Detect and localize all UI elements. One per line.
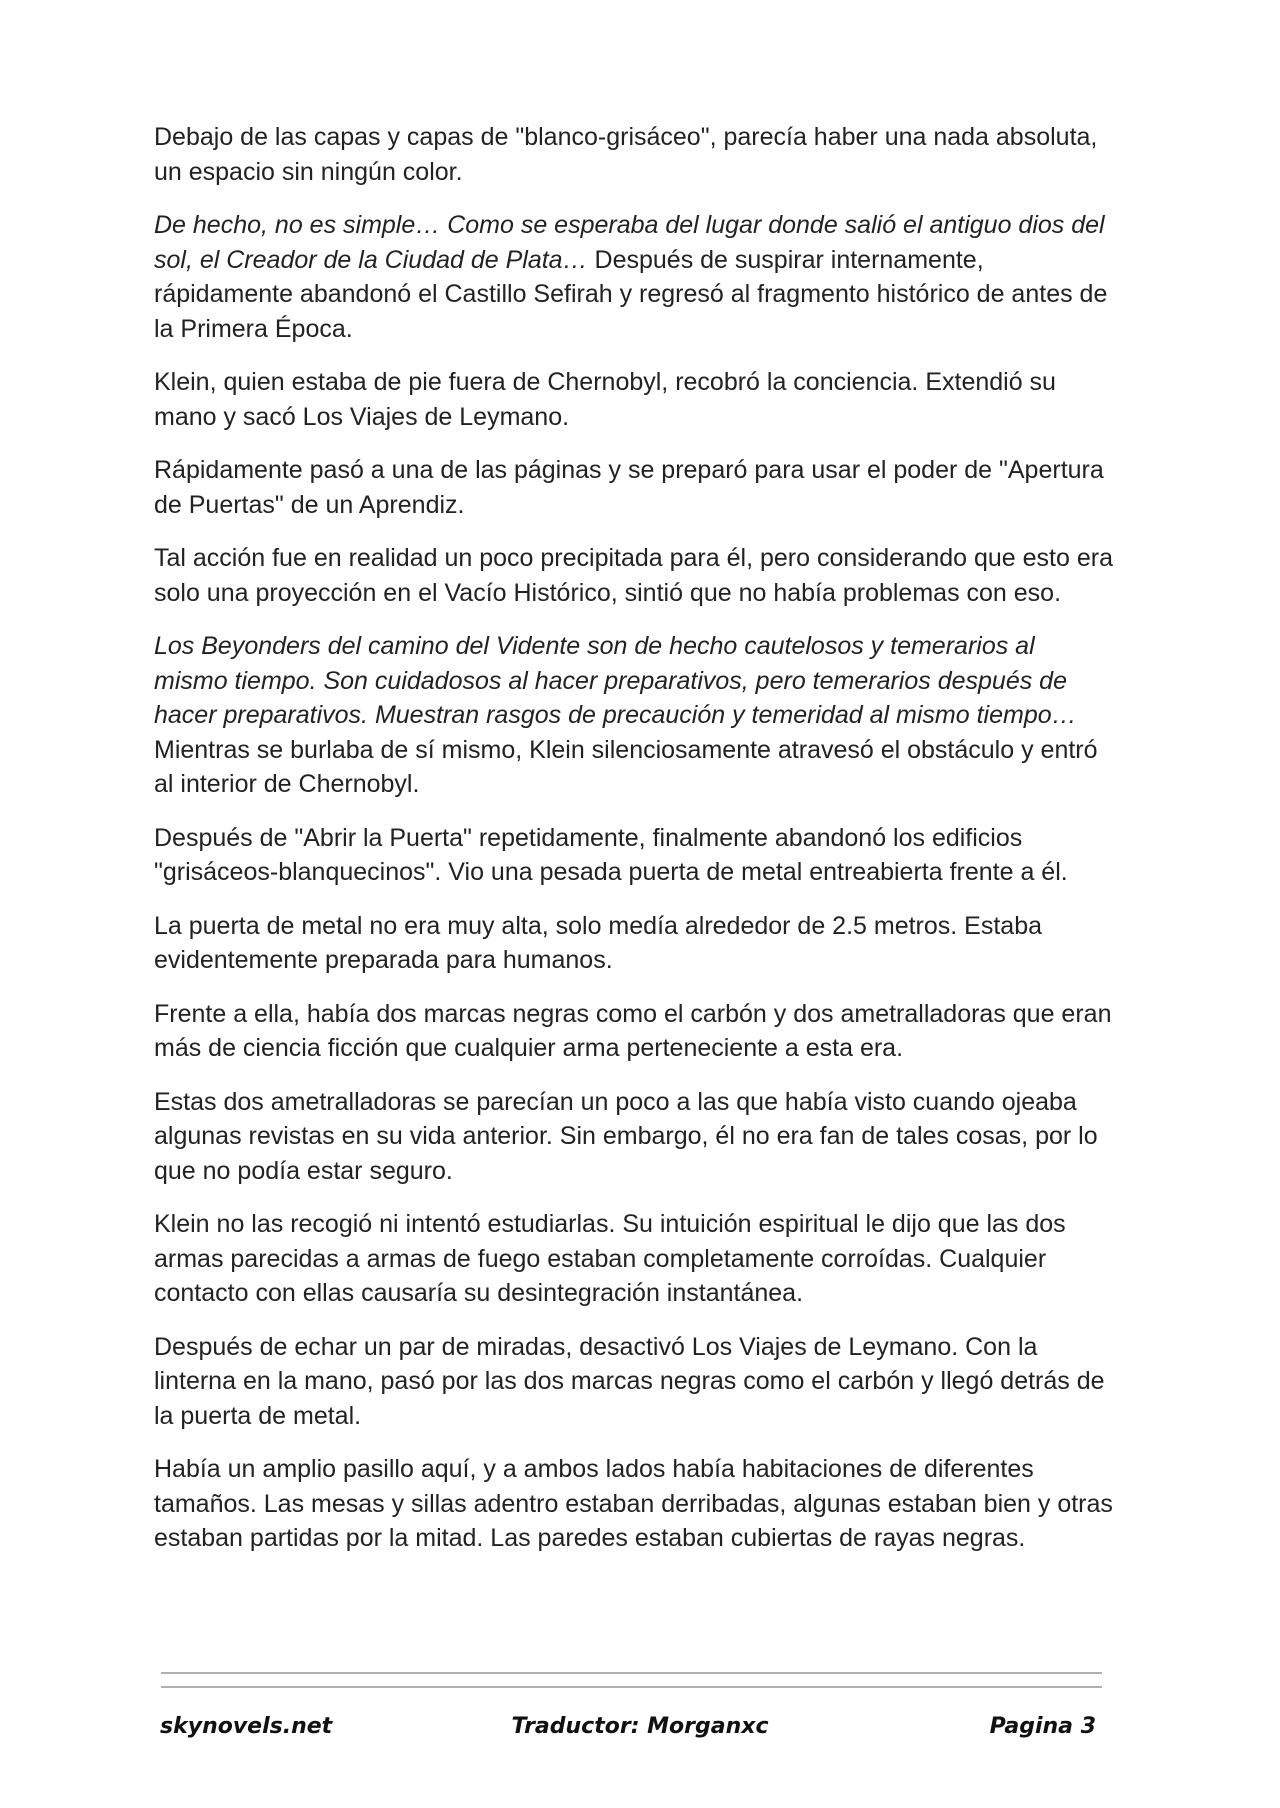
footer-divider-top [161,1672,1102,1674]
text-segment: Klein no las recogió ni intentó estudiarlas. Su intuición espiritual le dijo que las dos armas parecidas a armas de fuego estaban completamente corroídas. Cualquier contacto con ellas causaría su desintegración instantánea. [154,1210,1066,1307]
text-segment: Rápidamente pasó a una de las páginas y se preparó para usar el poder de "Apertura de Puertas" de un Aprendiz. [154,456,1104,519]
document-body [154,120,1114,1575]
italic-text-segment: Los Beyonders del camino del Vidente son de hecho cautelosos y temerarios al mismo tiempo. Son cuidadosos al hacer preparativos, pero temerarios después de hacer preparativos. Muestran rasgos de precaución y temeridad al mismo tiempo… [154,632,1077,729]
text-segment: Estas dos ametralladoras se parecían un poco a las que había visto cuando ojeaba algunas revistas en su vida anterior. Sin embargo, él no era fan de tales cosas, por lo que no podía estar seguro. [154,1087,1098,1185]
paragraph [154,120,1114,189]
paragraph [154,541,1114,610]
footer-divider-bottom [161,1686,1102,1688]
text-segment: Después de echar un par de miradas, desactivó Los Viajes de Leymano. Con la linterna en la mano, pasó por las dos marcas negras como el carbón y llegó detrás de la puerta de metal. [154,1332,1105,1430]
text-segment: Frente a ella, había dos marcas negras como el carbón y dos ametralladoras que eran más de ciencia ficción que cualquier arma perteneciente a esta era. [154,999,1112,1062]
text-segment: Mientras se burlaba de sí mismo, Klein silenciosamente atravesó el obstáculo y entró al interior de Chernobyl. [154,735,1098,798]
paragraph [154,1207,1114,1311]
text-segment: Después de "Abrir la Puerta" repetidamente, finalmente abandonó los edificios "grisáceos-blanquecinos". Vio una pesada puerta de metal entreabierta frente a él. [154,823,1068,886]
paragraph [154,208,1114,346]
footer-site: skynovels.net [160,1714,333,1739]
italic-text-segment: De hecho, no es simple… Como se esperaba del lugar donde salió el antiguo dios del sol, el Creador de la Ciudad de Plata… [154,211,1105,274]
footer-translator: Traductor: Morganxc [511,1714,769,1739]
text-segment: Tal acción fue en realidad un poco precipitada para él, pero considerando que esto era solo una proyección en el Vacío Histórico, sintió que no había problemas con eso. [154,544,1113,607]
paragraph [154,629,1114,802]
text-segment: Había un amplio pasillo aquí, y a ambos lados había habitaciones de diferentes tamaños. Las mesas y sillas adentro estaban derribadas, algunas estaban bien y otras estaban partidas por la mitad. Las paredes estaban cubiertas de rayas negras. [154,1455,1113,1552]
paragraph [154,1085,1114,1189]
text-segment: Debajo de las capas y capas de "blanco-grisáceo", parecía haber una nada absoluta, un espacio sin ningún color. [154,123,1098,186]
text-segment: La puerta de metal no era muy alta, solo medía alrededor de 2.5 metros. Estaba evidentemente preparada para humanos. [154,911,1043,974]
paragraph [154,821,1114,890]
paragraph [154,1452,1114,1556]
paragraph [154,1330,1114,1434]
paragraph [154,909,1114,978]
paragraph [154,453,1114,522]
text-segment: Klein, quien estaba de pie fuera de Chernobyl, recobró la conciencia. Extendió su mano y sacó Los Viajes de Leymano. [154,368,1056,431]
footer-page-number: Pagina 3 [989,1714,1096,1739]
text-segment: Después de suspirar internamente, rápidamente abandonó el Castillo Sefirah y regresó al fragmento histórico de antes de la Primera Época. [154,245,1108,343]
paragraph [154,365,1114,434]
paragraph [154,997,1114,1066]
